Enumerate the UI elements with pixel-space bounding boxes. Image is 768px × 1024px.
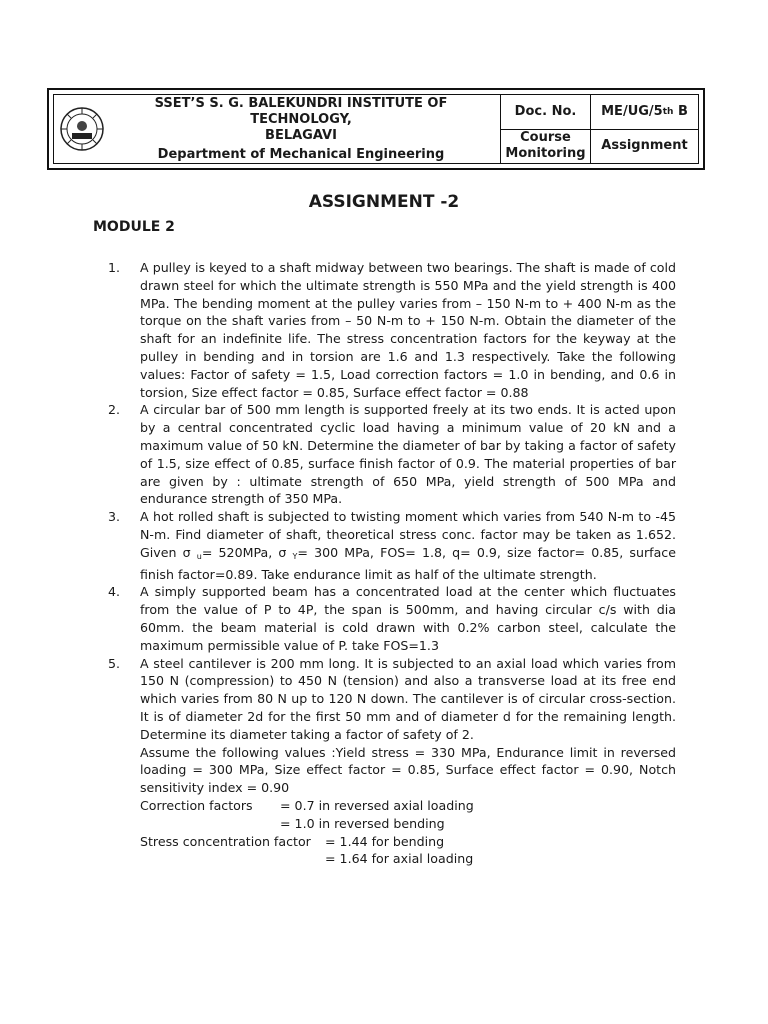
course-monitoring-value: Assignment bbox=[601, 138, 688, 154]
institute-cell bbox=[54, 95, 501, 163]
correction-factors: Correction factors = 0.7 in reversed axial loading bbox=[140, 797, 474, 813]
course-monitoring-label: Course Monitoring bbox=[505, 130, 586, 162]
question-item bbox=[108, 508, 676, 583]
assumed-values: Assume the following values :Yield stress = 330 MPa, Endurance limit in reversed loading = 300 MPa, Size effect factor = 0.85, Surface effect factor = 0.90, Notch sensitivity index = 0.90 bbox=[140, 744, 676, 796]
question-text: A hot rolled shaft is subjected to twisting moment which varies from 540 N-m to -45 N-m. Find diameter of shaft, theoretical stress conc. factor may be taken as 1.652. Given σ $_u$= 520MPa, σ $_Y$= 300 MPa, FOS= 1.8, q= 0.9, size factor= 0.85, surface finish factor=0.89. Take endurance limit as half of the ultimate strength. bbox=[140, 509, 676, 582]
doc-no-value: ME/UG/5 th B bbox=[591, 95, 698, 130]
institute-name: SSET’S S. G. BALEKUNDRI INSTITUTE OF TECHNOLOGY, bbox=[154, 95, 448, 127]
doc-no-label: Doc. No. bbox=[501, 95, 590, 130]
question-list bbox=[108, 259, 676, 868]
question-item bbox=[108, 401, 676, 508]
institute-city: BELAGAVI bbox=[265, 127, 337, 143]
institute-logo bbox=[54, 95, 110, 163]
question-text: A steel cantilever is 200 mm long. It is subjected to an axial load which varies from 150 N (compression) to 450 N (tension) and also a transverse load at its free end which varies from 80 N up to 120 N down. The cantilever is of circular cross-section. It is of diameter 2d for the first 50 mm and of diameter d for the remaining length. Determine its diameter taking a factor of safety of 2. Assume the following values :Yield stress = 330 MPa, Endurance limit in reversed loading = 300 MPa, Size effect factor = 0.85, Surface effect factor = 0.90, Notch sensitivity index = 0.90 Correction factors = 0.7 in reversed axial loading = 1.0 in reversed bending Stress concentration factor = 1.44 for bending = 1.64 for axial loading bbox=[140, 655, 676, 867]
question-number: 5. bbox=[108, 655, 121, 671]
question-number: 1. bbox=[108, 260, 121, 275]
department-name: Department of Mechanical Engineering bbox=[157, 146, 445, 162]
question-number: 4. bbox=[108, 584, 121, 600]
question-text: A simply supported beam has a concentrated load at the center which fluctuates from the value of P to 4P, the span is 500mm, and having circular c/s with dia 60mm. the beam material is cold drawn with 0.2% carbon steel, calculate the maximum permissible value of P. take FOS=1.3 bbox=[140, 584, 676, 653]
question-item bbox=[108, 655, 676, 869]
question-item bbox=[108, 583, 676, 654]
question-number: 2. bbox=[108, 402, 121, 418]
question-item bbox=[108, 259, 676, 401]
stress-concentration-factor: Stress concentration factor = 1.44 for bending bbox=[140, 833, 445, 849]
module-heading: MODULE 2 bbox=[93, 219, 175, 235]
question-text: A circular bar of 500 mm length is supported freely at its two ends. It is acted upon by a central concentrated cyclic load having a minimum value of 20 kN and a maximum value of 50 kN. Determine the diameter of bar by taking a factor of safety of 1.5, size effect of 0.85, surface finish factor of 0.9. The material properties of bar are given by : ultimate strength of 650 MPa, yield strength of 500 MPa and endurance strength of 350 MPa. bbox=[140, 402, 676, 507]
question-text: A pulley is keyed to a shaft midway between two bearings. The shaft is made of cold drawn steel for which the ultimate strength is 550 MPa and the yield strength is 400 MPa. The bending moment at the pulley varies from – 150 N-m to + 400 N-m as the torque on the shaft varies from – 50 N-m to + 150 N-m. Obtain the diameter of the shaft for an indefinite life. The stress concentration factors for the keyway at the pulley in bending and in torsion are 1.6 and 1.3 respectively. Take the following values: Factor of safety = 1.5, Load correction factors = 1.0 in bending, and 0.6 in torsion, Size effect factor = 0.85, Surface effect factor = 0.88 bbox=[140, 260, 676, 400]
question-number: 3. bbox=[108, 509, 121, 525]
header-table bbox=[47, 88, 705, 170]
assignment-title: ASSIGNMENT -2 bbox=[308, 192, 460, 212]
